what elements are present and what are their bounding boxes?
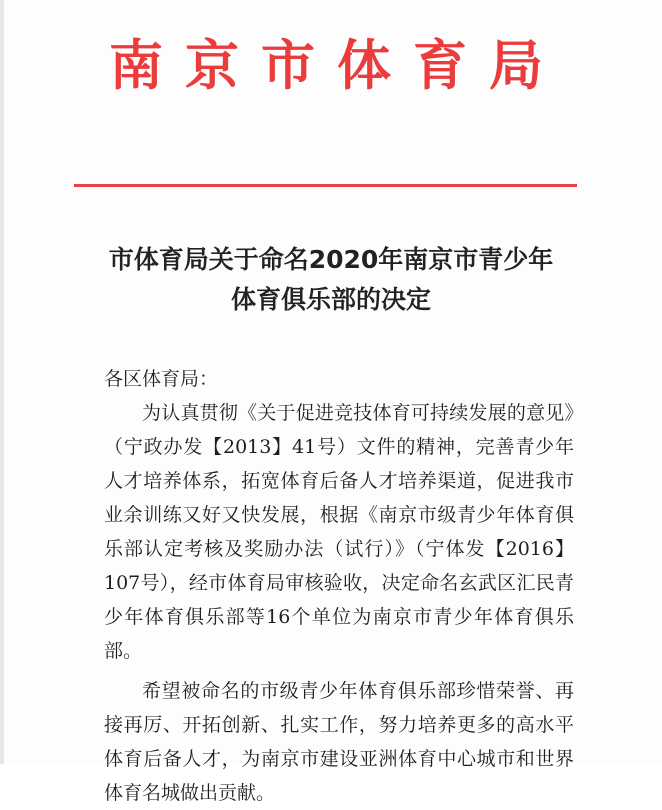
document-title <box>0 240 662 320</box>
body-paragraph-2: 希望被命名的市级青少年体育俱乐部珍惜荣誉、再接再厉、开拓创新、扎实工作，努力培养更多的高水平体育后备人才，为南京市建设亚洲体育中心城市和世界体育名城做出贡献。 <box>104 680 574 804</box>
page-edge-shadow <box>0 0 4 764</box>
document-title-line-2: 体育俱乐部的决定 <box>230 285 431 314</box>
document-title-line-1: 市体育局关于命名2020年南京市青少年 <box>108 245 554 274</box>
body-paragraph-1: 为认真贯彻《关于促进竞技体育可持续发展的意见》（宁政办发【2013】41号）文件的精神，完善青少年人才培养体系，拓宽体育后备人才培养渠道，促进我市业余训练又好又快发展，根据《南京市级青少年体育俱乐部认定考核及奖励办法（试行）》（宁体发【2016】107号），经市体育局审核验收，决定命名玄武区汇民青少年体育俱乐部等16个单位为南京市青少年体育俱乐部。 <box>104 402 574 662</box>
document-body <box>104 362 574 810</box>
letterhead-divider <box>74 184 577 187</box>
agency-letterhead-title: 南京市体育局 <box>109 33 565 97</box>
salutation: 各区体育局： <box>104 368 219 390</box>
